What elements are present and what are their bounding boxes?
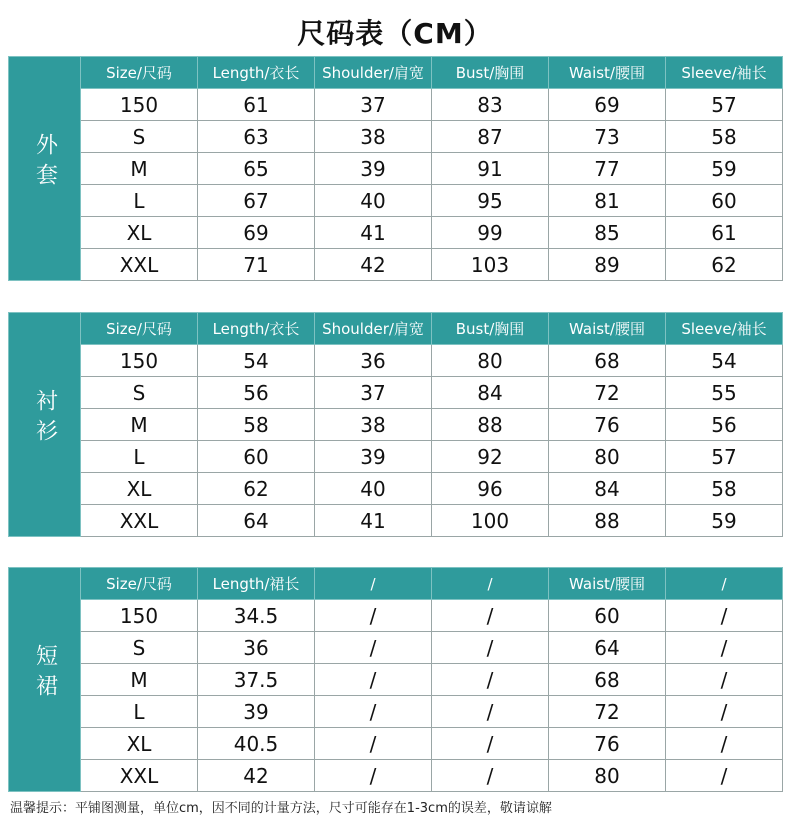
- table-row: [9, 409, 783, 441]
- column-header: Bust/胸围: [432, 57, 549, 89]
- measurement-cell: 80: [549, 760, 666, 792]
- measurement-cell: 57: [666, 89, 783, 121]
- size-cell: S: [81, 121, 198, 153]
- measurement-cell: 68: [549, 664, 666, 696]
- shirt-size-table: [8, 312, 783, 537]
- measurement-cell: 62: [198, 473, 315, 505]
- measurement-cell: 85: [549, 217, 666, 249]
- measurement-note: 温馨提示：平铺图测量，单位cm，因不同的计量方法，尺寸可能存在1-3cm的误差，敬请谅解: [10, 801, 552, 816]
- measurement-cell: 84: [432, 377, 549, 409]
- measurement-cell: 80: [549, 441, 666, 473]
- measurement-cell: 81: [549, 185, 666, 217]
- table-row: [9, 505, 783, 537]
- measurement-cell: 99: [432, 217, 549, 249]
- size-cell: XL: [81, 217, 198, 249]
- measurement-cell: /: [666, 632, 783, 664]
- column-header: Shoulder/肩宽: [315, 313, 432, 345]
- measurement-cell: 38: [315, 121, 432, 153]
- measurement-cell: 37.5: [198, 664, 315, 696]
- column-header: Waist/腰围: [549, 313, 666, 345]
- column-header: Length/裙长: [198, 568, 315, 600]
- measurement-cell: 95: [432, 185, 549, 217]
- measurement-cell: 61: [198, 89, 315, 121]
- size-cell: XL: [81, 728, 198, 760]
- measurement-cell: 92: [432, 441, 549, 473]
- measurement-cell: 62: [666, 249, 783, 281]
- measurement-cell: /: [666, 760, 783, 792]
- measurement-cell: 60: [198, 441, 315, 473]
- measurement-cell: 39: [315, 153, 432, 185]
- measurement-cell: /: [315, 632, 432, 664]
- measurement-cell: /: [432, 664, 549, 696]
- measurement-cell: 38: [315, 409, 432, 441]
- measurement-cell: 73: [549, 121, 666, 153]
- measurement-cell: /: [432, 632, 549, 664]
- measurement-cell: 77: [549, 153, 666, 185]
- measurement-cell: 80: [432, 345, 549, 377]
- measurement-cell: 100: [432, 505, 549, 537]
- column-header: /: [315, 568, 432, 600]
- category-label: [9, 313, 81, 537]
- header-row: [9, 568, 783, 600]
- column-header: /: [666, 568, 783, 600]
- measurement-cell: 40: [315, 473, 432, 505]
- measurement-cell: 54: [198, 345, 315, 377]
- shirt-size-table-block: [8, 312, 782, 537]
- measurement-cell: 42: [315, 249, 432, 281]
- table-row: [9, 632, 783, 664]
- measurement-cell: 76: [549, 409, 666, 441]
- category-label-text: 短裙: [32, 644, 58, 704]
- measurement-cell: /: [432, 760, 549, 792]
- jacket-size-table-block: [8, 56, 782, 281]
- measurement-cell: 83: [432, 89, 549, 121]
- measurement-cell: 39: [315, 441, 432, 473]
- column-header: Waist/腰围: [549, 568, 666, 600]
- measurement-cell: /: [315, 696, 432, 728]
- table-row: [9, 664, 783, 696]
- measurement-cell: 88: [432, 409, 549, 441]
- measurement-cell: 55: [666, 377, 783, 409]
- size-cell: M: [81, 153, 198, 185]
- measurement-cell: 59: [666, 505, 783, 537]
- table-row: [9, 600, 783, 632]
- table-row: [9, 345, 783, 377]
- measurement-cell: 76: [549, 728, 666, 760]
- measurement-cell: 67: [198, 185, 315, 217]
- size-cell: XXL: [81, 249, 198, 281]
- column-header: Length/衣长: [198, 57, 315, 89]
- table-row: [9, 153, 783, 185]
- size-cell: 150: [81, 600, 198, 632]
- column-header: Waist/腰围: [549, 57, 666, 89]
- measurement-cell: 84: [549, 473, 666, 505]
- category-label: [9, 57, 81, 281]
- measurement-cell: 42: [198, 760, 315, 792]
- size-cell: XL: [81, 473, 198, 505]
- size-cell: L: [81, 185, 198, 217]
- measurement-cell: 58: [666, 473, 783, 505]
- measurement-cell: 64: [549, 632, 666, 664]
- size-cell: L: [81, 441, 198, 473]
- measurement-cell: 36: [198, 632, 315, 664]
- measurement-cell: 91: [432, 153, 549, 185]
- measurement-cell: 59: [666, 153, 783, 185]
- measurement-cell: 87: [432, 121, 549, 153]
- category-label-text: 衬衫: [32, 389, 58, 449]
- measurement-cell: 69: [198, 217, 315, 249]
- size-cell: XXL: [81, 760, 198, 792]
- measurement-cell: /: [432, 600, 549, 632]
- measurement-cell: 60: [549, 600, 666, 632]
- measurement-cell: 34.5: [198, 600, 315, 632]
- measurement-cell: 56: [198, 377, 315, 409]
- measurement-cell: 64: [198, 505, 315, 537]
- measurement-cell: 54: [666, 345, 783, 377]
- size-cell: S: [81, 632, 198, 664]
- measurement-cell: 39: [198, 696, 315, 728]
- size-cell: L: [81, 696, 198, 728]
- measurement-cell: 88: [549, 505, 666, 537]
- column-header: Length/衣长: [198, 313, 315, 345]
- column-header: Shoulder/肩宽: [315, 57, 432, 89]
- size-cell: 150: [81, 89, 198, 121]
- measurement-cell: 41: [315, 217, 432, 249]
- table-row: [9, 217, 783, 249]
- measurement-cell: 40: [315, 185, 432, 217]
- measurement-cell: 65: [198, 153, 315, 185]
- measurement-cell: /: [315, 600, 432, 632]
- measurement-cell: 36: [315, 345, 432, 377]
- measurement-cell: 63: [198, 121, 315, 153]
- table-row: [9, 89, 783, 121]
- measurement-cell: 96: [432, 473, 549, 505]
- header-row: [9, 57, 783, 89]
- size-cell: M: [81, 409, 198, 441]
- table-row: [9, 441, 783, 473]
- size-cell: XXL: [81, 505, 198, 537]
- measurement-cell: 72: [549, 696, 666, 728]
- measurement-cell: /: [432, 728, 549, 760]
- measurement-cell: /: [666, 600, 783, 632]
- skirt-size-table: [8, 567, 783, 792]
- size-cell: S: [81, 377, 198, 409]
- measurement-cell: /: [315, 760, 432, 792]
- measurement-cell: 68: [549, 345, 666, 377]
- measurement-cell: 71: [198, 249, 315, 281]
- measurement-cell: 58: [198, 409, 315, 441]
- measurement-cell: /: [666, 696, 783, 728]
- measurement-cell: 60: [666, 185, 783, 217]
- table-row: [9, 249, 783, 281]
- column-header: Sleeve/袖长: [666, 57, 783, 89]
- measurement-cell: /: [432, 696, 549, 728]
- measurement-cell: 57: [666, 441, 783, 473]
- column-header: Size/尺码: [81, 313, 198, 345]
- measurement-cell: /: [666, 728, 783, 760]
- table-row: [9, 377, 783, 409]
- measurement-cell: /: [315, 664, 432, 696]
- size-cell: 150: [81, 345, 198, 377]
- size-cell: M: [81, 664, 198, 696]
- column-header: Size/尺码: [81, 568, 198, 600]
- measurement-cell: 72: [549, 377, 666, 409]
- measurement-cell: 89: [549, 249, 666, 281]
- table-row: [9, 760, 783, 792]
- measurement-cell: 58: [666, 121, 783, 153]
- column-header: Bust/胸围: [432, 313, 549, 345]
- column-header: /: [432, 568, 549, 600]
- table-row: [9, 696, 783, 728]
- table-row: [9, 473, 783, 505]
- page-title: 尺码表（CM）: [297, 17, 493, 50]
- header-row: [9, 313, 783, 345]
- category-label-text: 外套: [32, 133, 58, 193]
- measurement-cell: 61: [666, 217, 783, 249]
- measurement-cell: 40.5: [198, 728, 315, 760]
- measurement-cell: 37: [315, 89, 432, 121]
- measurement-cell: 37: [315, 377, 432, 409]
- table-row: [9, 185, 783, 217]
- measurement-cell: 41: [315, 505, 432, 537]
- measurement-cell: 103: [432, 249, 549, 281]
- column-header: Size/尺码: [81, 57, 198, 89]
- category-label: [9, 568, 81, 792]
- skirt-size-table-block: [8, 567, 782, 792]
- table-row: [9, 121, 783, 153]
- measurement-cell: /: [666, 664, 783, 696]
- column-header: Sleeve/袖长: [666, 313, 783, 345]
- measurement-cell: /: [315, 728, 432, 760]
- measurement-cell: 56: [666, 409, 783, 441]
- measurement-cell: 69: [549, 89, 666, 121]
- jacket-size-table: [8, 56, 783, 281]
- table-row: [9, 728, 783, 760]
